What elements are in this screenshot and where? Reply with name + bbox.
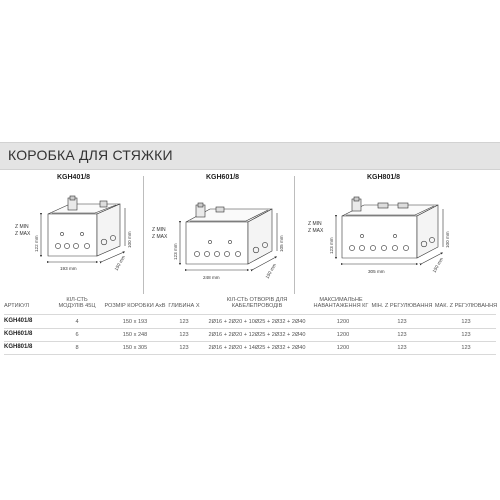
table-cell-min-z: 123: [397, 319, 407, 325]
table-cell-holes: 2Ø16 + 2Ø20 + 14Ø25 + 2Ø32 + 2Ø40: [208, 345, 306, 351]
width-dimension-kgh601: 248 mm: [203, 275, 220, 280]
side-dimension-kgh601: 150 mm: [264, 262, 278, 280]
box-drawing-kgh401: [41, 196, 125, 262]
header-module-count: КІЛ-СТЬ МОДУЛІВ 45Ц: [58, 297, 96, 310]
header-max-load: МАКСИМАЛЬНЕ НАВАНТАЖЕННЯ КГ: [313, 297, 369, 310]
table-cell-max-z: 123: [461, 319, 471, 325]
table-cell-min-z: 123: [397, 332, 407, 338]
table-cell-article: KGH401/8: [4, 318, 33, 324]
table-cell-load: 1200: [336, 319, 350, 325]
header-max-z: МАК. Z РЕГУЛЮВАННЯ: [434, 303, 498, 309]
table-cell-depth: 123: [179, 345, 189, 351]
table-cell-modules: 6: [75, 332, 79, 338]
height-dimension-kgh401: 122 mm: [34, 235, 39, 252]
table-cell-load: 1200: [336, 332, 350, 338]
zmax-label-kgh401: Z MAX: [15, 231, 31, 237]
page-title: КОРОБКА ДЛЯ СТЯЖКИ: [8, 147, 173, 163]
header-depth: ГЛИБИНА Х: [168, 303, 200, 309]
depth-dimension-kgh401: 100 mm: [127, 231, 132, 248]
table-cell-depth: 123: [179, 319, 189, 325]
model-label-kgh801: KGH801/8: [367, 174, 401, 181]
zmin-label-kgh601: Z MIN: [152, 227, 166, 233]
table-cell-holes: 2Ø16 + 2Ø20 + 12Ø25 + 2Ø32 + 2Ø40: [208, 332, 306, 338]
table-rule: [4, 341, 496, 342]
model-label-kgh601: KGH601/8: [206, 174, 240, 181]
width-dimension-kgh801: 305 mm: [368, 269, 385, 274]
table-rule: [4, 354, 496, 355]
model-label-kgh401: KGH401/8: [57, 174, 91, 181]
depth-dimension-kgh601: 105 mm: [279, 235, 284, 252]
table-cell-size: 150 x 248: [122, 332, 148, 338]
table-cell-min-z: 123: [397, 345, 407, 351]
height-dimension-kgh601: 123 mm: [173, 243, 178, 260]
table-cell-modules: 8: [75, 345, 79, 351]
depth-dimension-kgh801: 100 mm: [445, 231, 450, 248]
zmin-label-kgh801: Z MIN: [308, 221, 322, 227]
box-drawing-kgh601: [180, 203, 277, 270]
height-dimension-kgh801: 123 mm: [329, 237, 334, 254]
table-cell-max-z: 123: [461, 332, 471, 338]
table-cell-size: 150 x 305: [122, 345, 148, 351]
table-cell-article: KGH801/8: [4, 344, 33, 350]
table-cell-modules: 4: [75, 319, 79, 325]
box-drawing-kgh801: [336, 197, 443, 264]
header-box-size: РОЗМІР КОРОБКИ AхB: [104, 303, 166, 309]
zmax-label-kgh601: Z MAX: [152, 234, 168, 240]
header-min-z: МІН. Z РЕГУЛЮВАННЯ: [371, 303, 433, 309]
side-dimension-kgh401: 150 mm: [113, 254, 127, 272]
table-rule: [4, 328, 496, 329]
table-cell-max-z: 123: [461, 345, 471, 351]
header-conduit-holes: КІЛ-СТЬ ОТВОРІВ ДЛЯ КАБЕЛЕПРОВОДІВ: [226, 297, 288, 310]
table-cell-size: 150 x 193: [122, 319, 148, 325]
side-dimension-kgh801: 150 mm: [431, 256, 445, 274]
table-cell-load: 1200: [336, 345, 350, 351]
zmin-label-kgh401: Z MIN: [15, 224, 29, 230]
table-rule: [4, 314, 496, 315]
table-cell-holes: 2Ø16 + 2Ø20 + 10Ø25 + 2Ø32 + 2Ø40: [208, 319, 306, 325]
header-article: АРТИКУЛ: [4, 303, 30, 309]
table-cell-depth: 123: [179, 332, 189, 338]
table-cell-article: KGH601/8: [4, 331, 33, 337]
zmax-label-kgh801: Z MAX: [308, 228, 324, 234]
width-dimension-kgh401: 193 mm: [60, 266, 77, 271]
